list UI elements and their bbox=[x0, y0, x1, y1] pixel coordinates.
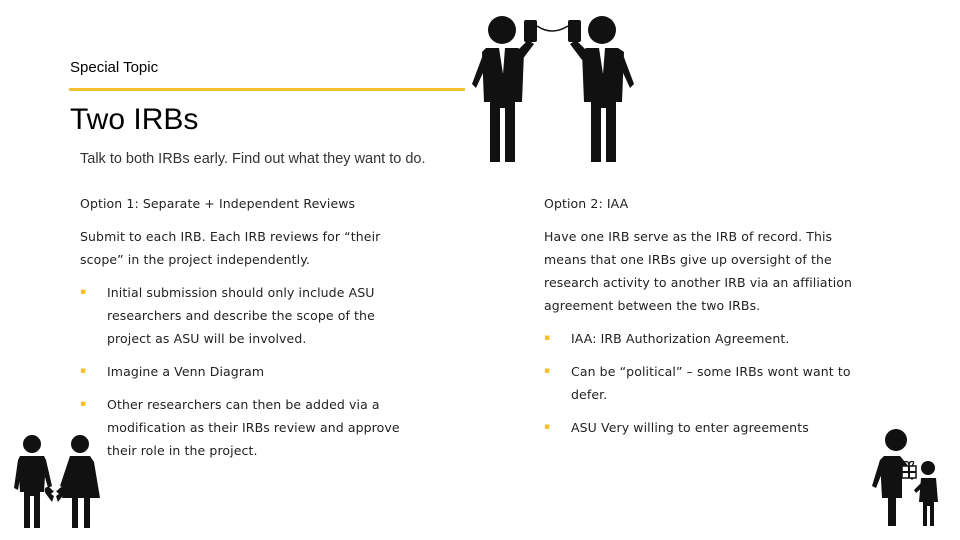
bullet-icon: ▪ bbox=[544, 333, 551, 343]
man-giving-gift-to-child-icon bbox=[866, 428, 946, 528]
bullet-icon: ▪ bbox=[80, 366, 87, 376]
list-item: ▪ Other researchers can then be added via a modification as their IRBs review and approve their role in the project. bbox=[80, 393, 420, 462]
list-item: ▪ Can be “political” – some IRBs wont want to defer. bbox=[544, 360, 864, 406]
option2-heading: Option 2: IAA bbox=[544, 196, 629, 211]
list-item: ▪ Imagine a Venn Diagram bbox=[80, 360, 420, 383]
list-item: ▪ ASU Very willing to enter agreements bbox=[544, 416, 864, 439]
option2-bullets bbox=[544, 327, 864, 439]
option1-bullets bbox=[80, 281, 420, 462]
option1-column bbox=[80, 192, 420, 472]
page-title: Two IRBs bbox=[70, 103, 199, 136]
option2-column bbox=[544, 192, 864, 449]
option2-intro: Have one IRB serve as the IRB of record. This means that one IRBs give up oversight of the research activity to another IRB via an affiliation agreement between the two IRBs. bbox=[544, 229, 853, 313]
subtitle: Talk to both IRBs early. Find out what they want to do. bbox=[80, 151, 426, 167]
bullet-icon: ▪ bbox=[80, 287, 87, 297]
list-item: ▪ Initial submission should only include ASU researchers and describe the scope of the project as ASU will be involved. bbox=[80, 281, 420, 350]
special-topic-label: Special Topic bbox=[70, 59, 159, 76]
option1-heading: Option 1: Separate + Independent Reviews bbox=[80, 196, 356, 211]
list-item: ▪ IAA: IRB Authorization Agreement. bbox=[544, 327, 864, 350]
bullet-icon: ▪ bbox=[544, 366, 551, 376]
bullet-icon: ▪ bbox=[80, 399, 87, 409]
gold-divider bbox=[69, 88, 465, 91]
two-men-tin-can-phone-icon bbox=[462, 12, 644, 162]
option1-intro: Submit to each IRB. Each IRB reviews for “their scope” in the project independently. bbox=[80, 229, 381, 267]
couple-broken-heart-icon bbox=[10, 434, 106, 530]
bullet-icon: ▪ bbox=[544, 422, 551, 432]
